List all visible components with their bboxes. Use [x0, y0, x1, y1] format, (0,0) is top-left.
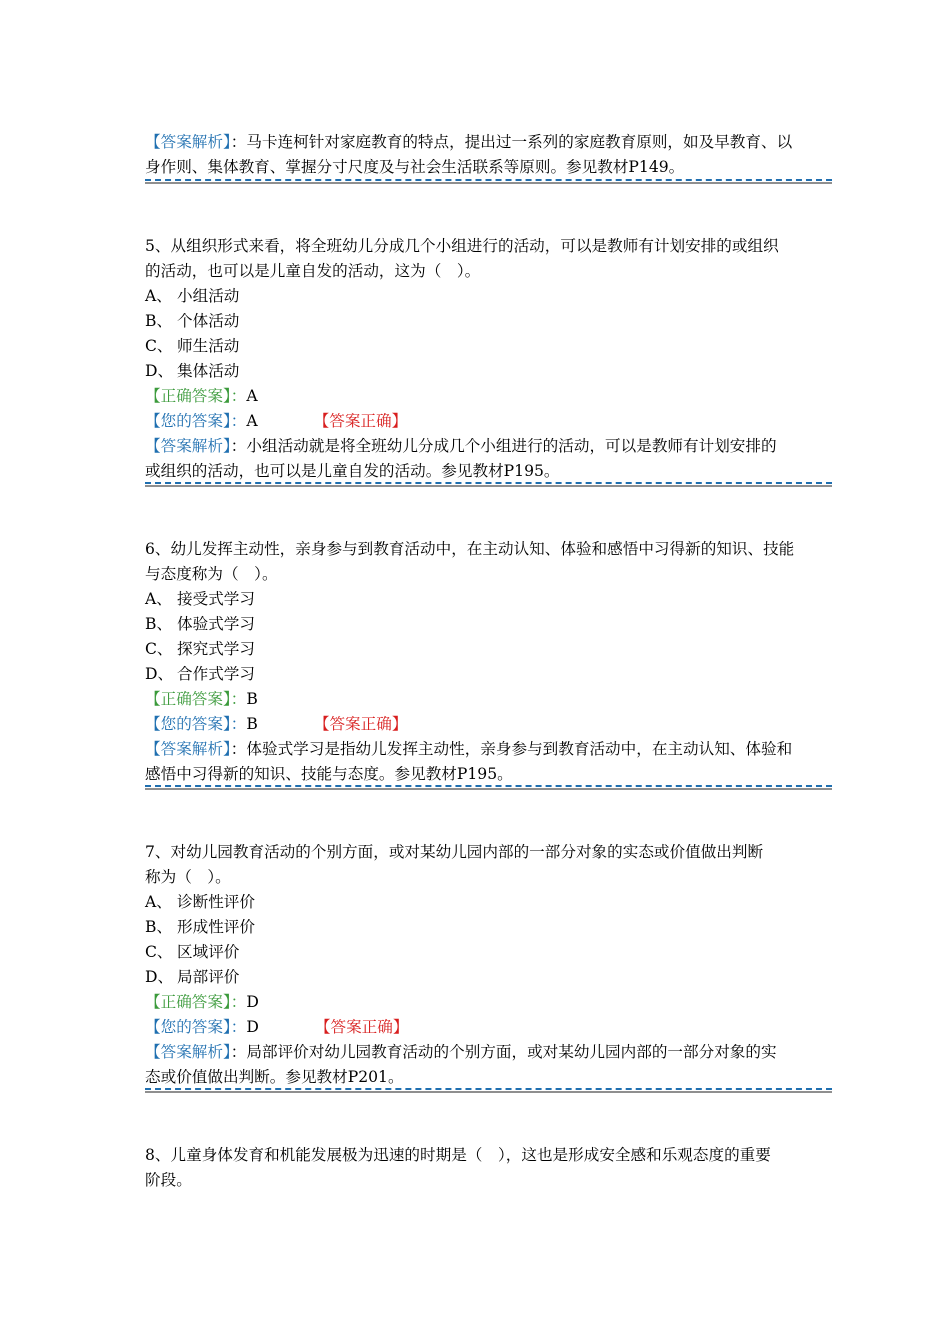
your-answer-value: B: [246, 715, 258, 733]
correct-answer-row: [145, 990, 259, 1015]
option-d: [145, 662, 255, 687]
analysis-line-2: [145, 459, 560, 484]
stem-text: 6、幼儿发挥主动性，亲身参与到教育活动中，在主动认知、体验和感悟中习得新的知识、技能: [145, 540, 795, 558]
analysis-line-1: [145, 737, 792, 762]
question-stem-line-2: [145, 865, 231, 890]
correct-answer-row: [145, 384, 258, 409]
question-stem-line-1: [145, 234, 779, 259]
label-colon: ：: [230, 387, 247, 405]
option-text: 接受式学习: [177, 590, 255, 608]
stem-text: 5、从组织形式来看，将全班幼儿分成几个小组进行的活动，可以是教师有计划安排的或组织: [145, 237, 779, 255]
section-divider: [145, 1088, 832, 1093]
correct-answer-label: 【正确答案】: [145, 993, 231, 1011]
option-letter: B、: [145, 615, 173, 633]
result-badge: 【答案正确】: [313, 412, 408, 430]
option-letter: D、: [145, 968, 174, 986]
option-text: 个体活动: [177, 312, 240, 330]
analysis-text: 体验式学习是指幼儿发挥主动性，亲身参与到教育活动中，在主动认知、体验和: [246, 740, 793, 758]
your-answer-label: 【您的答案】: [145, 412, 231, 430]
question-stem-line-1: [145, 1143, 771, 1168]
question-stem-line-2: [145, 1168, 192, 1193]
option-text: 形成性评价: [177, 918, 255, 936]
option-b: [145, 309, 239, 334]
analysis-line-2: [145, 1065, 404, 1090]
analysis-text: 局部评价对幼儿园教育活动的个别方面，或对某幼儿园内部的一部分对象的实: [246, 1043, 777, 1061]
option-d: [145, 359, 239, 384]
analysis-label: 【答案解析】: [145, 740, 231, 758]
section-divider: [145, 785, 832, 790]
correct-answer-label: 【正确答案】: [145, 690, 231, 708]
stem-text: 8、儿童身体发育和机能发展极为迅速的时期是（ ），这也是形成安全感和乐观态度的重要: [145, 1146, 771, 1164]
option-letter: D、: [145, 362, 174, 380]
option-letter: B、: [145, 312, 173, 330]
label-colon: ：: [230, 690, 247, 708]
analysis-text: 态或价值做出判断。参见教材P201。: [145, 1068, 404, 1086]
your-answer-row: [145, 409, 407, 434]
label-colon: ：: [230, 133, 247, 151]
stem-text: 称为（ ）。: [145, 868, 231, 886]
analysis-text: 马卡连柯针对家庭教育的特点，提出过一系列的家庭教育原则，如及早教育、以: [246, 133, 793, 151]
top-analysis-line-1: [145, 130, 792, 155]
question-stem-line-2: [145, 259, 480, 284]
your-answer-row: [145, 712, 407, 737]
option-text: 小组活动: [177, 287, 240, 305]
label-colon: ：: [230, 715, 247, 733]
stem-text: 阶段。: [145, 1171, 192, 1189]
your-answer-row: [145, 1015, 408, 1040]
analysis-line-2: [145, 762, 513, 787]
label-colon: ：: [230, 740, 247, 758]
correct-answer-value: B: [246, 690, 258, 708]
option-d: [145, 965, 239, 990]
option-letter: A、: [145, 893, 172, 911]
analysis-text: 感悟中习得新的知识、技能与态度。参见教材P195。: [145, 765, 513, 783]
option-letter: C、: [145, 943, 173, 961]
your-answer-value: D: [246, 1018, 259, 1036]
option-a: [145, 890, 255, 915]
analysis-label: 【答案解析】: [145, 1043, 231, 1061]
option-c: [145, 334, 239, 359]
option-text: 体验式学习: [177, 615, 255, 633]
correct-answer-label: 【正确答案】: [145, 387, 231, 405]
analysis-text: 身作则、集体教育、掌握分寸尺度及与社会生活联系等原则。参见教材P149。: [145, 158, 685, 176]
label-colon: ：: [230, 1018, 247, 1036]
analysis-line-1: [145, 434, 777, 459]
option-c: [145, 637, 255, 662]
question-stem-line-2: [145, 562, 278, 587]
correct-answer-value: A: [246, 387, 258, 405]
option-text: 师生活动: [177, 337, 240, 355]
analysis-text: 或组织的活动，也可以是儿童自发的活动。参见教材P195。: [145, 462, 560, 480]
your-answer-value: A: [246, 412, 258, 430]
option-letter: A、: [145, 590, 172, 608]
result-badge: 【答案正确】: [314, 1018, 409, 1036]
option-c: [145, 940, 239, 965]
stem-text: 与态度称为（ ）。: [145, 565, 278, 583]
result-badge: 【答案正确】: [313, 715, 408, 733]
label-colon: ：: [230, 1043, 247, 1061]
question-stem-line-1: [145, 537, 794, 562]
label-colon: ：: [230, 993, 247, 1011]
section-divider: [145, 179, 832, 184]
your-answer-label: 【您的答案】: [145, 1018, 231, 1036]
option-a: [145, 587, 255, 612]
option-text: 诊断性评价: [177, 893, 255, 911]
analysis-line-1: [145, 1040, 777, 1065]
stem-text: 7、对幼儿园教育活动的个别方面，或对某幼儿园内部的一部分对象的实态或价值做出判断: [145, 843, 764, 861]
option-letter: C、: [145, 640, 173, 658]
option-text: 区域评价: [177, 943, 240, 961]
stem-text: 的活动，也可以是儿童自发的活动，这为（ ）。: [145, 262, 481, 280]
correct-answer-row: [145, 687, 258, 712]
analysis-label: 【答案解析】: [145, 437, 231, 455]
option-b: [145, 915, 255, 940]
label-colon: ：: [230, 437, 247, 455]
option-text: 合作式学习: [177, 665, 255, 683]
correct-answer-value: D: [246, 993, 259, 1011]
option-text: 局部评价: [177, 968, 240, 986]
option-a: [145, 284, 239, 309]
option-letter: C、: [145, 337, 173, 355]
option-letter: A、: [145, 287, 172, 305]
question-stem-line-1: [145, 840, 763, 865]
option-text: 探究式学习: [177, 640, 255, 658]
option-text: 集体活动: [177, 362, 240, 380]
label-colon: ：: [230, 412, 247, 430]
top-analysis-line-2: [145, 155, 684, 180]
analysis-label: 【答案解析】: [145, 133, 231, 151]
section-divider: [145, 482, 832, 487]
option-letter: B、: [145, 918, 173, 936]
analysis-text: 小组活动就是将全班幼儿分成几个小组进行的活动，可以是教师有计划安排的: [246, 437, 777, 455]
your-answer-label: 【您的答案】: [145, 715, 231, 733]
option-b: [145, 612, 255, 637]
option-letter: D、: [145, 665, 174, 683]
